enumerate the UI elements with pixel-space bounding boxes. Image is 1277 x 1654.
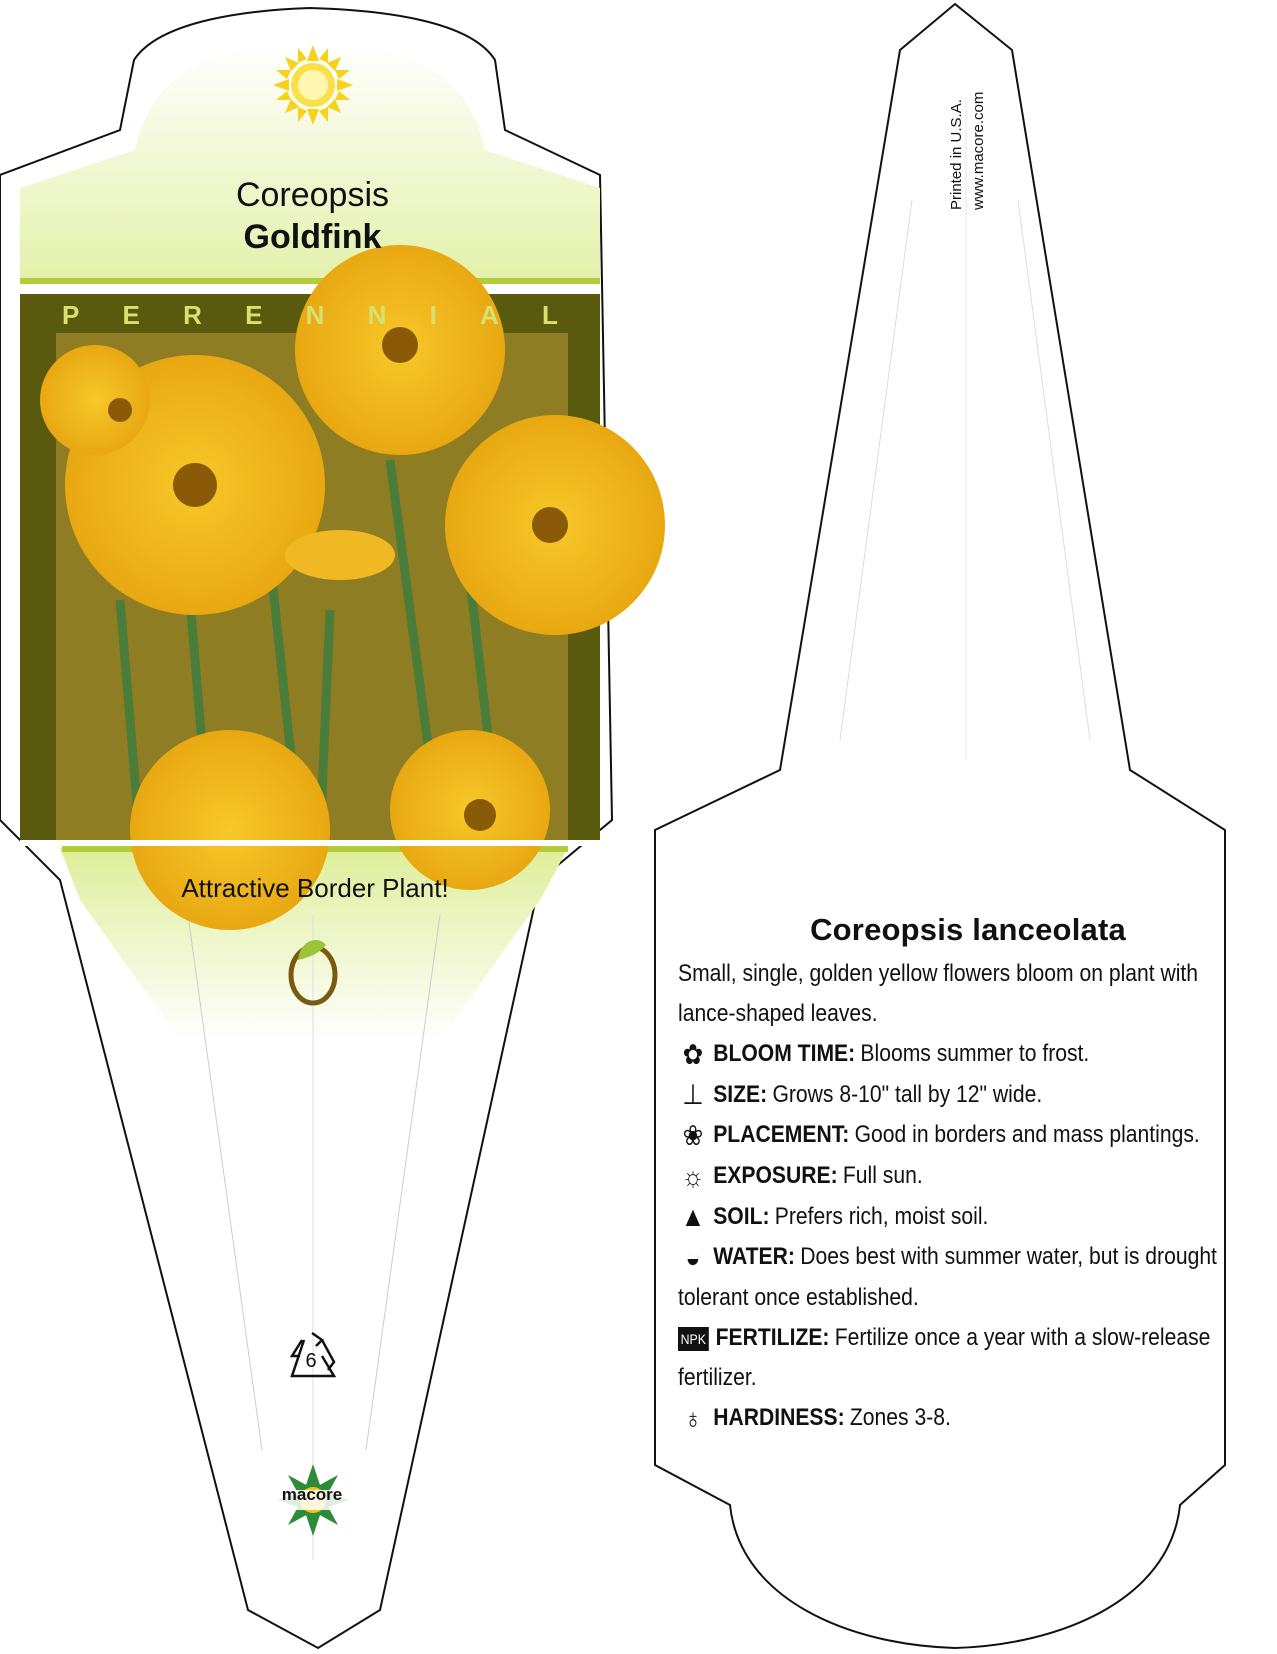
- category-letter: E: [245, 300, 263, 330]
- flower-icon: ✿: [682, 1038, 704, 1070]
- sun-icon: [273, 45, 353, 125]
- spec-label: SOIL:: [713, 1202, 770, 1230]
- spec-value: Blooms summer to frost.: [860, 1040, 1090, 1067]
- category-label: [20, 300, 600, 331]
- spec-value: Prefers rich, moist soil.: [774, 1202, 989, 1230]
- printed-in-text: Printed in U.S.A.: [948, 99, 965, 210]
- spec-row: [678, 1318, 1259, 1398]
- spec-row: [678, 1034, 1259, 1075]
- brand-name: macore: [281, 1485, 343, 1504]
- common-name: Coreopsis: [235, 176, 390, 214]
- category-letter: I: [429, 300, 437, 330]
- category-letter: N: [305, 300, 325, 330]
- spec-label: EXPOSURE:: [713, 1161, 838, 1189]
- category-letter: P: [62, 300, 80, 330]
- spec-label: WATER:: [713, 1243, 795, 1271]
- plant-description: Small, single, golden yellow flowers bloom on plant with lance-shaped leaves.: [678, 960, 1199, 1027]
- spec-row: [678, 1237, 1259, 1318]
- botanical-name: Coreopsis lanceolata: [810, 912, 1126, 947]
- category-letter: R: [183, 300, 202, 330]
- tagline: Attractive Border Plant!: [181, 873, 449, 903]
- spec-row: [678, 1197, 1259, 1238]
- spec-label: BLOOM TIME:: [713, 1040, 856, 1067]
- care-info: [678, 912, 1258, 1439]
- spec-label: SIZE:: [713, 1080, 768, 1108]
- category-letter: A: [480, 300, 499, 330]
- spec-row: [678, 1115, 1259, 1156]
- size-dimension-icon: ⊥: [682, 1079, 704, 1111]
- variety-name: Goldfink: [243, 218, 382, 256]
- spec-paragraph: [678, 1034, 1259, 1439]
- spec-value: Grows 8-10" tall by 12" wide.: [772, 1080, 1043, 1108]
- watering-can-icon: ◒: [685, 1241, 701, 1273]
- sun-icon: ☼: [681, 1160, 705, 1192]
- spec-value: Full sun.: [842, 1161, 923, 1189]
- soil-icon: ▲: [680, 1201, 706, 1233]
- spec-value: Good in borders and mass plantings.: [854, 1121, 1200, 1149]
- placement-flowers-icon: ❀: [682, 1119, 704, 1151]
- website-text: www.macore.com: [970, 91, 987, 210]
- thermometer-icon: ♁: [683, 1402, 703, 1434]
- spec-list: [678, 1034, 1258, 1439]
- spec-row: [678, 1075, 1259, 1116]
- category-letter: L: [542, 300, 558, 330]
- npk-icon: NPK: [678, 1327, 709, 1351]
- category-letter: N: [367, 300, 387, 330]
- spec-row: [678, 1398, 1259, 1439]
- spec-label: FERTILIZE:: [715, 1323, 830, 1351]
- spec-label: HARDINESS:: [713, 1403, 845, 1431]
- spec-label: PLACEMENT:: [713, 1121, 850, 1149]
- spec-row: [678, 1156, 1259, 1197]
- spec-value: Fertilize once a year with a slow-release fertilizer.: [678, 1323, 1211, 1391]
- recycle-code: 6: [305, 1350, 317, 1372]
- spec-value: Zones 3-8.: [849, 1403, 951, 1431]
- spec-value: Does best with summer water, but is drought tolerant once established.: [678, 1243, 1217, 1311]
- category-letter: E: [122, 300, 140, 330]
